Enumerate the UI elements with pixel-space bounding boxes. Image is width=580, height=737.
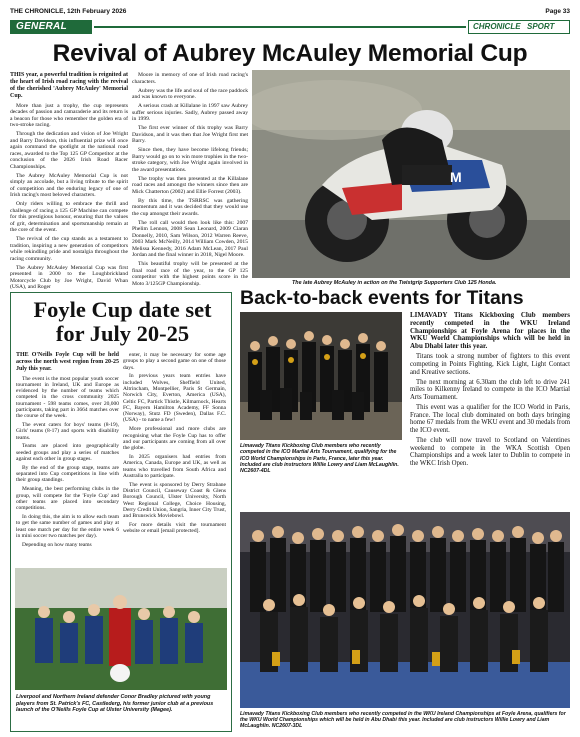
story2-para: By the end of the group stage, teams are separated into Cup competitions in line with their group standings. (16, 464, 119, 484)
section-rule (94, 26, 466, 28)
titans-photo-wku-art (240, 512, 570, 708)
story2-para: In previous years team entries have included Wolves, Sheffield United, Altrincham, Montpellier, Paris St Germain, Norwich City, Everton, America (USA), Celtic FC, Partick Thistle, Kilmarnock, Hearts FC, Bayern Hamilton Academy, FF Sonna (Norway), Stutz FD (Sweden), Dallas F.C. (USA) - to name a few! (123, 373, 226, 424)
story1-para: Only riders willing to embrace the thrill and challenge of racing a 125 GP Machine can compete for this prestigious honour, ensuring that the values of grit, determination and sportsmanship remain at the core of the event. (10, 201, 128, 233)
story1-para: The roll call would then look like this: 2007 Phelim Lennon, 2008 Sean Leonard, 2009 Ciaran Donnelly, 2010, Sam Wilson, 2012 Warren Reeve, 2003 Mark McNeilly, 2014 William Cowden, 2015 Melissa Kennedy, 2016 Adam McLean, 2017 Paul Jordan and the final winner in 2018, Nigel Moore. (132, 219, 248, 258)
story1-column-1 (10, 72, 128, 293)
story1-para: Moore in memory of one of Irish road racing's characters. (132, 72, 248, 85)
running-header (10, 6, 570, 18)
brand-chronicle: CHRONICLE (473, 22, 521, 31)
story1-para: Through the dedication and vision of Joe Wright and Barry Davidson, this influential prize will once again command the spotlight at the national road races, awarded to the Top 125 GP Competitor at the conclusion of the 2026 Irish Road Racer Championships. (10, 131, 128, 170)
headline-aubrey-cup: Revival of Aubrey McAuley Memorial Cup (52, 40, 528, 67)
section-label-box (10, 20, 92, 34)
section-bar (10, 20, 570, 34)
titans-photo-wku (240, 512, 570, 708)
titans-para: The club will now travel to Scotland on Valentines weekend to compete in the WKA Scottish Open Championships and a week later to Dublin to compete in the WKC Irish Open. (410, 436, 570, 467)
issue-date: THE CHRONICLE, 12th February 2026 (10, 8, 127, 15)
story2-para: The event caters for boys' teams (8-19), Girls' teams (8-17) and sports with disability teams. (16, 422, 119, 441)
titans-lead: LIMAVADY Titans Kickboxing Club members recently competed in the WKU Ireland Championships at Foyle Arena for places in the WKU World Championships which will be held in Abu Dhabi later this year. (410, 311, 570, 351)
story1-para: By this time, the TSRRSC was gathering momentum and it was decided that they would use the cup amongst their awards. (132, 197, 248, 217)
foyle-cup-caption: Liverpool and Northern Ireland defender Conor Bradley pictured with young players from St. Patrick's FC, Castlederg, his former junior club at a previous launch of the O'Neills Foyle Cup at Ulster University (Magee). (16, 694, 214, 713)
story1-para: Aubrey was the life and soul of the race paddock and was known to everyone. (132, 87, 248, 100)
brand-box (468, 20, 570, 34)
motorcycle-caption: The late Aubrey McAuley in action on the Twistgrip Supporters Club 125 Honda. (292, 280, 497, 286)
story1-para: This beautiful trophy will be presented at the final road race of the year, to the GP 125 competitor with the highest points score in the Moto 3/125GP Championship. (132, 261, 248, 287)
brand-sport: SPORT (527, 22, 555, 31)
story2-para: enter, it may be necessary for some age groups to play a second game on one of those days. (123, 352, 226, 371)
story1-para: The trophy was then presented at the Killalane road races and amongst the winners since then are Mick Chatterton (2002) and Ellie Forrest (2003). (132, 175, 248, 195)
story1-para: The Aubrey McAuley Memorial Cup is not simply an accolade, but a living tribute to the spirit of competition and the enduring legacy of one of Irish racing's most beloved characters. (10, 172, 128, 198)
race-number: M (450, 169, 462, 185)
story2-para: Meaning, the best performing clubs in the group, will compete for the 'Foyle Cup' and other teams are placed into secondary competitions. (16, 486, 119, 512)
story2-para: Depending on how many teams (22, 541, 92, 548)
titans-photo-ico (240, 312, 402, 440)
story1-para: More than just a trophy, the cup represents decades of passion and camaraderie and its return is a beacon for those who remember the golden era of two-stroke racing. (10, 102, 128, 128)
story1-lead: THIS year, a powerful tradition is reignited at the heart of Irish road racing with the revival of the cherished 'Aubrey McAuley' Memorial Cup. (10, 72, 128, 99)
section-label: GENERAL (16, 21, 67, 32)
story1-para: The revival of the cup stands as a testament to tradition, inspiring a new generation of competitors while rekindling pride and nostalgia throughout the racing community. (10, 236, 128, 262)
titans-para: The next morning at 6.30am the club left to drive 241 miles to Kilkenny Ireland to compete in the ICO Martial Arts Tournament. (410, 378, 570, 401)
story2-para: More professional and more clubs are recognising what the Foyle Cup has to offer and our participants are coming from all over the globe. (123, 426, 226, 452)
titans-photo-ico-art (240, 312, 402, 440)
foyle-cup-photo-art (15, 568, 227, 690)
story1-para: The Aubrey McAuley Memorial Cup was first presented in 2000 to the Loughbrickland Motorcycle Club by Joe Wright, David Whan (USA), and Roger (10, 264, 128, 290)
story2-para: In doing this, the aim is to allow each team to get the same number of games and play at least one match per day for the entire week 6 in mini soccer two matches per day). (16, 513, 119, 539)
motorcycle-photo (252, 70, 570, 278)
story2-para: The event is sponsored by Derry Strabane District Council, Causeway Coast & Glens Borough Council, Ulster University, North West Regional College, Choice Housing, Derry Credit Union, Sangria, Inner City Trust, and Brunswick Moviebowl. (123, 481, 226, 520)
titans-caption-wku: Limavady Titans Kickboxing Club members who recently competed in the WKU Ireland Championships at Foyle Arena, qualifiers for the WKU World Championships which will be held in Abu Dhabi this year. Included are club instructors Willie Lowry and Liam McLaughlin. NC2607-3DL (240, 711, 566, 730)
headline-titans: Back-to-back events for Titans (240, 287, 524, 309)
story1-column-2 (132, 72, 248, 290)
titans-caption-ico: Limavady Titans Kickboxing Club members who recently competed in the ICO Martial Arts Tournament, qualifying for the ICO World Championships in Paris, France, later this year. Included are club instructors Willie Lowry and Liam McLaughlin. NC2607-4DL (240, 443, 399, 475)
motorcycle-photo-art (252, 70, 570, 278)
story1-para: Since then, they have become lifelong friends; Barry would go on to win more trophies in the two-stroke category, with Joe Wright again involved in the award presentations. (132, 147, 248, 173)
story2-para: For more details visit the tournament website or email [email protected]. (123, 521, 226, 535)
headline-foyle-cup: Foyle Cup date set for July 20-25 (33, 297, 212, 346)
story1-para: A serious crash at Killalane in 1997 saw Aubrey suffer serious injuries. Sadly, Aubrey passed away in 1999. (132, 103, 248, 122)
story1-para: The first ever winner of this trophy was Barry Davidson, and it was then that Joe Wright first met Barry. (132, 125, 248, 144)
story2-lead: THE O'Neills Foyle Cup will be held across the north west region from 20-25 July this year. (16, 352, 119, 372)
page-number: Page 33 (545, 8, 570, 15)
story2-para: In 2025 organisers had entries from America, Canada, Europe and UK, as well as teams who travelled from South Africa and Australia to participate. (123, 453, 226, 479)
foyle-cup-photo (15, 568, 227, 690)
story2-para: The event is the most popular youth soccer tournament in Ireland, UK and Europe as evidenced by the number of teams which competed in the cross community 2025 tournament - 598 teams comes, over 20,000 participants, taking part in 3664 matches over the course of the week. (16, 375, 119, 420)
story2-para: Teams are placed into geographically seeded groups and play a series of matches against each other in group stages. (16, 443, 119, 463)
story2-column-1 (16, 352, 119, 550)
titans-para: Titans took a strong number of fighters to this event competing in Points Fighting, Kick Light, Light Contact and Kreative sections. (410, 353, 570, 376)
titans-body (410, 312, 570, 470)
titans-para: This event was a qualifier for the ICO World in Paris, France. The local club dominated on both days bringing home 67 medals from the WKU event and 30 medals from the ICO event. (410, 404, 570, 434)
story2-column-2 (123, 352, 226, 537)
